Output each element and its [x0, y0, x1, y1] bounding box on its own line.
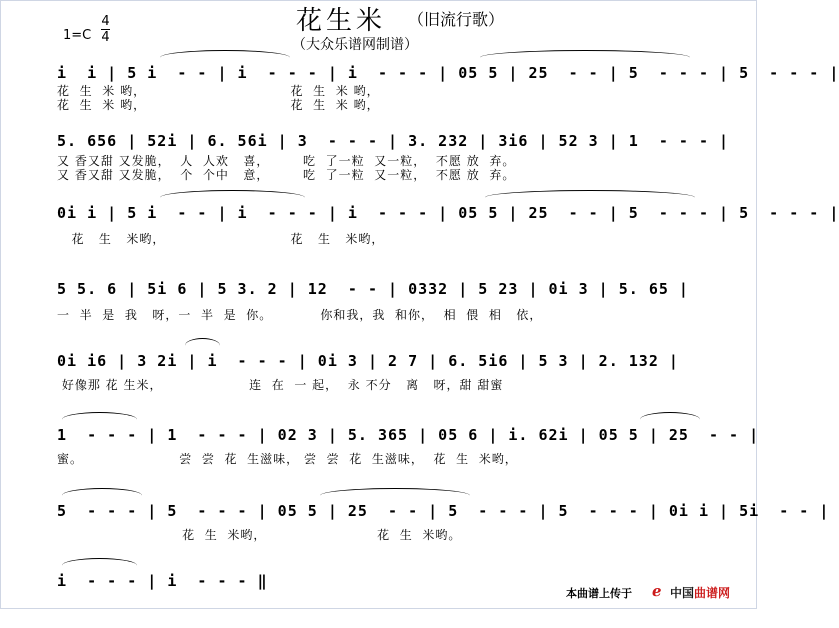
song-title: 花生米 [296, 6, 387, 36]
tie-mark [62, 412, 137, 427]
time-signature [101, 15, 110, 44]
lyric-line: 花 生 米哟， 花 生 米哟。 [57, 528, 462, 542]
tie-mark [185, 338, 220, 353]
notation-line: i - - - | i - - - ‖ [57, 572, 268, 590]
score-line [0, 276, 757, 336]
score-line [0, 422, 760, 482]
notation-line: i i | 5 i - - | i - - - | i - - - | 05 5 | 25 - - | 5 - - - | 5 - - - | [57, 64, 839, 82]
notation-line: 1 - - - | 1 - - - | 02 3 | 5. 365 | 05 6 | i. 62i | 05 5 | 25 - - | [57, 426, 760, 444]
score-line [0, 498, 830, 558]
tie-mark [62, 558, 137, 573]
score-line [0, 200, 839, 260]
notation-line: 0i i | 5 i - - | i - - - | i - - - | 05 5 | 25 - - | 5 - - - | 5 - - - | [57, 204, 839, 222]
tie-mark [160, 190, 305, 205]
tie-mark [485, 190, 695, 205]
notation-line: 5 5. 6 | 5i 6 | 5 3. 2 | 12 - - | 0332 | 5 23 | 0i 3 | 5. 65 | [57, 280, 689, 298]
song-title-note: （旧流行歌） [408, 10, 505, 29]
lyric-line: 花 生 米哟， 花 生 米哟， [57, 232, 385, 246]
lyric-line: 好像那 花 生米， 连 在 一 起， 永 不分 离 呀，甜 甜蜜 [57, 378, 504, 392]
tie-mark [640, 412, 700, 427]
lyric-line: 花 生 米 哟， 花 生 米 哟， [57, 84, 380, 98]
lyric-line: 花 生 米 哟， 花 生 米 哟， [57, 98, 380, 112]
score-line [0, 348, 757, 408]
notation-line: 5 - - - | 5 - - - | 05 5 | 25 - - | 5 - - - | 5 - - - | 0i i | 5i - - | [57, 502, 830, 520]
notation-line: 5. 656 | 52i | 6. 56i | 3 - - - | 3. 232 | 3i6 | 52 3 | 1 - - - | [57, 132, 730, 150]
score-credit: （大众乐谱网制谱） [292, 37, 418, 53]
key-signature: 1=C [63, 28, 92, 43]
tie-mark [160, 50, 290, 65]
lyric-line: 又 香又甜 又发脆， 个 个中 意， 吃 了一粒 又一粒， 不愿 放 弃。 [57, 168, 516, 182]
score-line [0, 568, 757, 628]
lyric-line: 又 香又甜 又发脆， 人 人欢 喜， 吃 了一粒 又一粒， 不愿 放 弃。 [57, 154, 516, 168]
lyric-line: 一 半 是 我 呀，一 半 是 你。 你和我，我 和你， 相 偎 相 依， [57, 308, 543, 322]
notation-line: 0i i6 | 3 2i | i - - - | 0i 3 | 2 7 | 6. 5i6 | 5 3 | 2. 132 | [57, 352, 679, 370]
time-signature-bottom: 4 [101, 30, 110, 45]
site-logo-text-b: 曲谱网 [694, 586, 731, 600]
tie-mark [320, 488, 470, 503]
lyric-line: 蜜。 尝 尝 花 生滋味， 尝 尝 花 生滋味， 花 生 米哟， [57, 452, 518, 466]
upload-credit-label: 本曲谱上传于 [566, 587, 632, 600]
tie-mark [480, 50, 690, 65]
time-signature-top: 4 [101, 14, 110, 29]
score-line [0, 60, 839, 120]
site-logo[interactable] [670, 584, 730, 601]
score-line [0, 128, 757, 188]
site-logo-text-a: 中国 [670, 586, 695, 600]
tie-mark [62, 488, 142, 503]
e-logo-icon: ℯ [652, 582, 662, 600]
